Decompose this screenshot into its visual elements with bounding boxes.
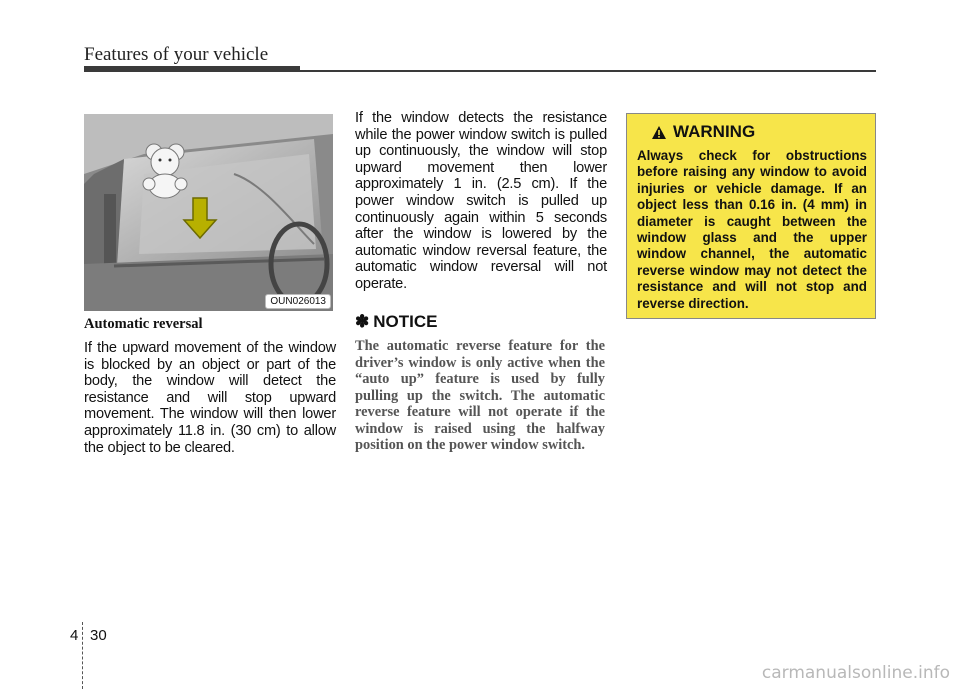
notice-symbol-icon: ✽ <box>355 312 370 331</box>
header-rule-thick <box>84 66 300 72</box>
middle-column-text: If the window detects the resistance while the power window switch is pulled up continuously, the window will stop upward movement then lower approximately 1 in. (2.5 cm). If the power window switch is pulled up continuously again within 5 seconds after the window is lowered by the automatic window reversal feature, the automatic window reversal will not operate. <box>355 110 607 292</box>
window-illustration <box>84 114 333 311</box>
left-column-text: If the upward movement of the window is blocked by an object or part of the body, the window will detect the resistance and will stop upward movement. The window will then lower approximately 11.8 in. (30 cm) to allow the object to be cleared. <box>84 340 336 456</box>
footer-divider <box>82 622 83 689</box>
car-window-drawing <box>84 114 333 311</box>
warning-title: WARNING <box>673 122 756 141</box>
watermark: carmanualsonline.info <box>761 663 950 683</box>
figure-code: OUN026013 <box>265 294 331 309</box>
section-number: 4 <box>70 627 79 644</box>
notice-heading <box>355 312 437 332</box>
page-header-title: Features of your vehicle <box>84 44 269 65</box>
notice-title: NOTICE <box>373 312 438 331</box>
page-number: 30 <box>90 627 107 644</box>
header-rule-thin <box>300 70 876 72</box>
warning-text: Always check for obstructions before raising any window to avoid injuries or vehicle damage. If an object less than 0.16 in. (4 mm) in diameter is caught between the window glass and the upper window channel, the automatic reverse window may not detect the resistance and will not stop and reverse direction. <box>637 148 867 311</box>
warning-triangle-icon <box>651 125 667 140</box>
notice-text: The automatic reverse feature for the driver’s window is only active when the “auto up” feature is used by fully pulling up the switch. The automatic reverse feature will not operate if the window is raised using the halfway position on the power window switch. <box>355 338 605 453</box>
warning-header <box>651 122 867 142</box>
automatic-reversal-heading: Automatic reversal <box>84 316 203 332</box>
warning-box <box>626 113 876 319</box>
